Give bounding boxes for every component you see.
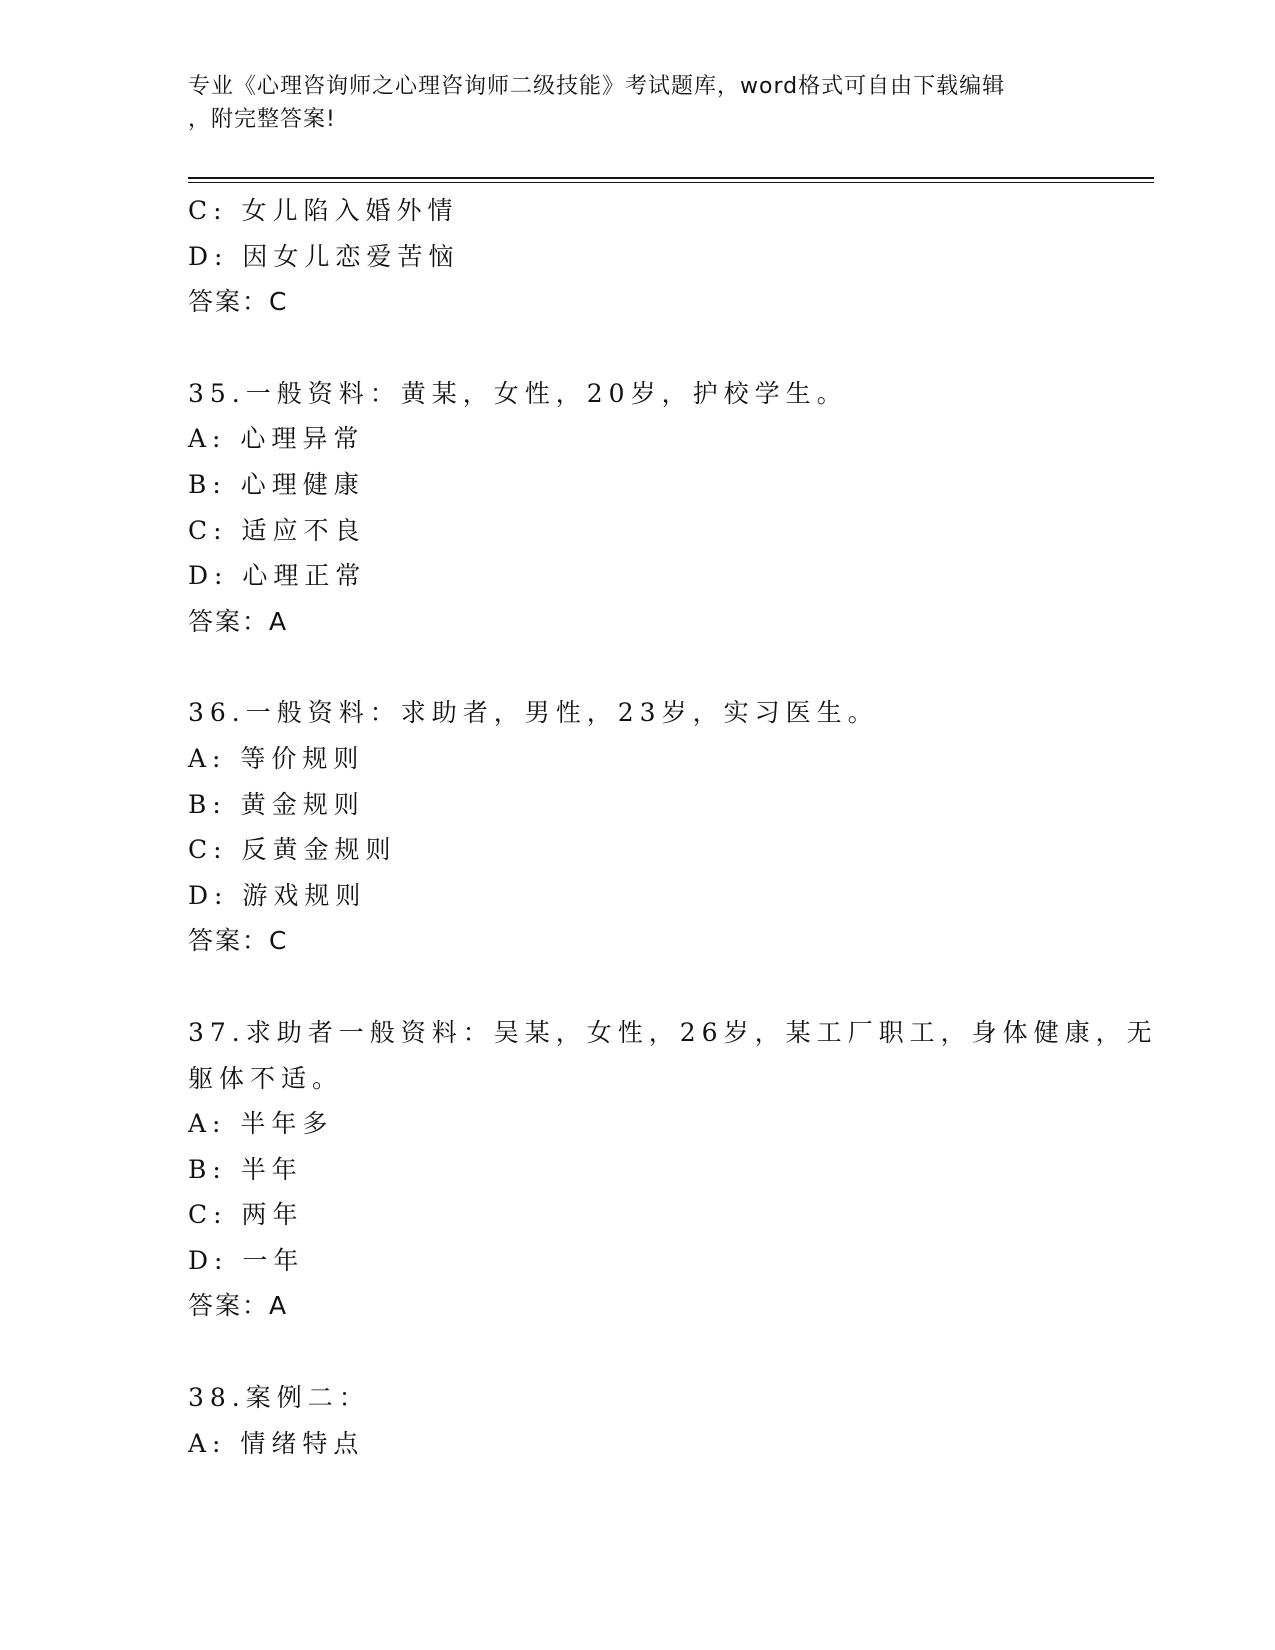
option-a: A: 情绪特点 [188,1428,365,1458]
option-c: C: 反黄金规则 [188,835,397,865]
header-rule-thick [188,177,1154,179]
answer: 答案：C [188,287,289,317]
option-d: D: 因女儿恋爱苦恼 [188,241,460,271]
question-37 [188,1010,1158,1329]
option-a: A: 等价规则 [188,743,365,773]
carryover-question [188,188,1088,325]
header-line-2: ，附完整答案! [188,107,336,132]
option-d: D: 游戏规则 [188,880,367,910]
question-36 [188,690,1088,964]
option-c: C: 两年 [188,1200,304,1230]
header-line-1: 专业《心理咨询师之心理咨询师二级技能》考试题库，word格式可自由下载编辑 [188,74,1006,99]
question-stem: 35.一般资料：黄某，女性，20岁，护校学生。 [188,378,848,408]
question-stem: 38.案例二： [188,1383,370,1413]
option-a: A: 半年多 [188,1109,334,1139]
question-list [188,188,1158,1466]
option-c: C: 适应不良 [188,515,366,545]
option-c: C: 女儿陷入婚外情 [188,196,459,225]
option-b: B: 黄金规则 [188,789,365,819]
option-d: D: 心理正常 [188,561,367,591]
question-38 [188,1375,1088,1466]
document-header [188,70,1088,136]
header-rule-thin [188,182,1154,183]
answer: 答案：A [188,1291,289,1321]
question-35 [188,371,1088,645]
answer: 答案：A [188,606,289,636]
answer: 答案：C [188,926,289,956]
option-a: A: 心理异常 [188,424,365,454]
question-stem: 37.求助者一般资料：吴某，女性，26岁，某工厂职工，身体健康，无 [188,1017,1158,1047]
option-b: B: 半年 [188,1154,303,1184]
question-stem: 36.一般资料：求助者，男性，23岁，实习医生。 [188,698,879,728]
option-d: D: 一年 [188,1245,305,1275]
question-stem-continued: 躯体不适。 [188,1063,344,1093]
option-b: B: 心理健康 [188,469,365,499]
